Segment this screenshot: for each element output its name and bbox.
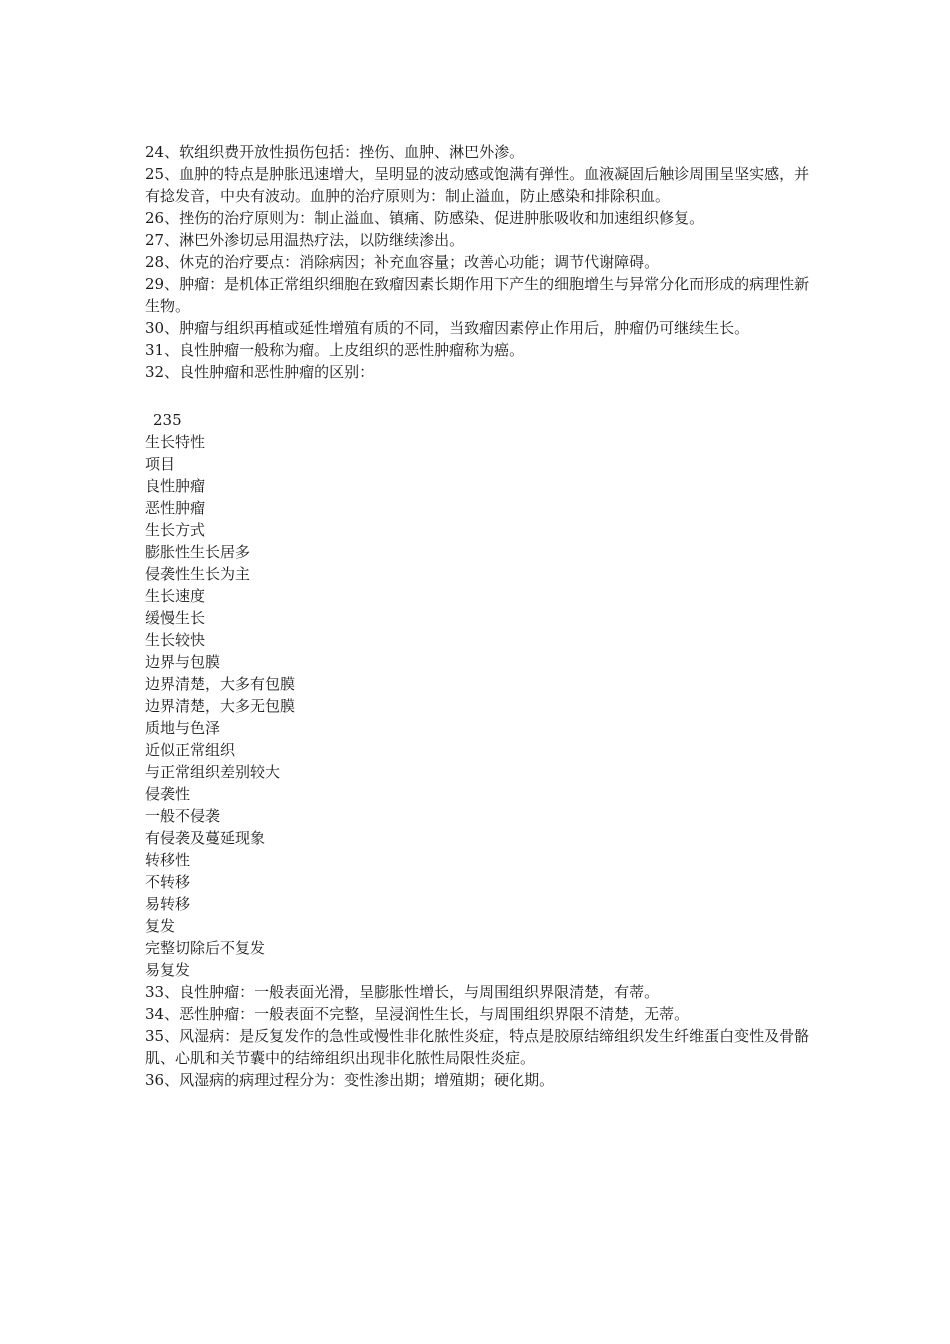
- table-cell: 生长较快: [145, 631, 206, 649]
- table-cell: 生长方式: [145, 521, 206, 539]
- paragraph-28: 28、休克的治疗要点：消除病因；补充血容量；改善心功能；调节代谢障碍。: [145, 253, 660, 271]
- table-cell: 完整切除后不复发: [145, 939, 266, 957]
- paragraph-24: 24、软组织费开放性损伤包括：挫伤、血肿、淋巴外渗。: [145, 143, 525, 161]
- paragraph-26: 26、挫伤的治疗原则为：制止溢血、镇痛、防感染、促进肿胀吸收和加速组织修复。: [145, 209, 705, 227]
- table-cell: 边界清楚，大多有包膜: [145, 675, 296, 693]
- table-cell: 质地与色泽: [145, 719, 221, 737]
- table-cell: 侵袭性: [145, 785, 191, 803]
- table-cell: 生长速度: [145, 587, 206, 605]
- table-cell: 缓慢生长: [145, 609, 206, 627]
- table-cell: 边界清楚，大多无包膜: [145, 697, 296, 715]
- paragraph-29: 29、肿瘤：是机体正常组织细胞在致瘤因素长期作用下产生的细胞增生与异常分化而形成的病理性新生物。: [145, 275, 810, 315]
- table-cell: 转移性: [145, 851, 191, 869]
- table-cell: 良性肿瘤: [145, 477, 206, 495]
- table-cell: 生长特性: [145, 433, 206, 451]
- paragraph-30: 30、肿瘤与组织再植或延性增殖有质的不同，当致瘤因素停止作用后，肿瘤仍可继续生长。: [145, 319, 750, 337]
- paragraph-35: 35、风湿病：是反复发作的急性或慢性非化脓性炎症，特点是胶原结缔组织发生纤维蛋白变性及骨骼肌、心肌和关节囊中的结缔组织出现非化脓性局限性炎症。: [145, 1027, 810, 1067]
- table-cell: 近似正常组织: [145, 741, 236, 759]
- comparison-table-cells: [145, 431, 810, 981]
- document-page: [145, 141, 810, 1091]
- paragraph-36: 36、风湿病的病理过程分为：变性渗出期；增殖期；硬化期。: [145, 1071, 555, 1089]
- table-cell: 膨胀性生长居多: [145, 543, 251, 561]
- table-cell: 与正常组织差别较大: [145, 763, 281, 781]
- table-cell: 边界与包膜: [145, 653, 221, 671]
- table-cell: 复发: [145, 917, 176, 935]
- table-cell: 易转移: [145, 895, 191, 913]
- blank-line: [145, 383, 810, 405]
- paragraph-25: 25、血肿的特点是肿胀迅速增大，呈明显的波动感或饱满有弹性。血液凝固后触诊周围呈坚实感，并有捻发音，中央有波动。血肿的治疗原则为：制止溢血，防止感染和排除积血。: [145, 165, 810, 205]
- table-cell: 不转移: [145, 873, 191, 891]
- paragraph-33: 33、良性肿瘤：一般表面光滑，呈膨胀性增长，与周围组织界限清楚，有蒂。: [145, 983, 660, 1001]
- page-number: 235: [153, 411, 182, 429]
- table-cell: 一般不侵袭: [145, 807, 221, 825]
- paragraph-27: 27、淋巴外渗切忌用温热疗法，以防继续渗出。: [145, 231, 465, 249]
- paragraph-34: 34、恶性肿瘤：一般表面不完整，呈浸润性生长，与周围组织界限不清楚，无蒂。: [145, 1005, 690, 1023]
- table-cell: 侵袭性生长为主: [145, 565, 251, 583]
- table-cell: 有侵袭及蔓延现象: [145, 829, 266, 847]
- table-cell: 项目: [145, 455, 176, 473]
- paragraph-32: 32、良性肿瘤和恶性肿瘤的区别：: [145, 363, 375, 381]
- paragraph-31: 31、良性肿瘤一般称为瘤。上皮组织的恶性肿瘤称为癌。: [145, 341, 525, 359]
- table-cell: 易复发: [145, 961, 191, 979]
- table-cell: 恶性肿瘤: [145, 499, 206, 517]
